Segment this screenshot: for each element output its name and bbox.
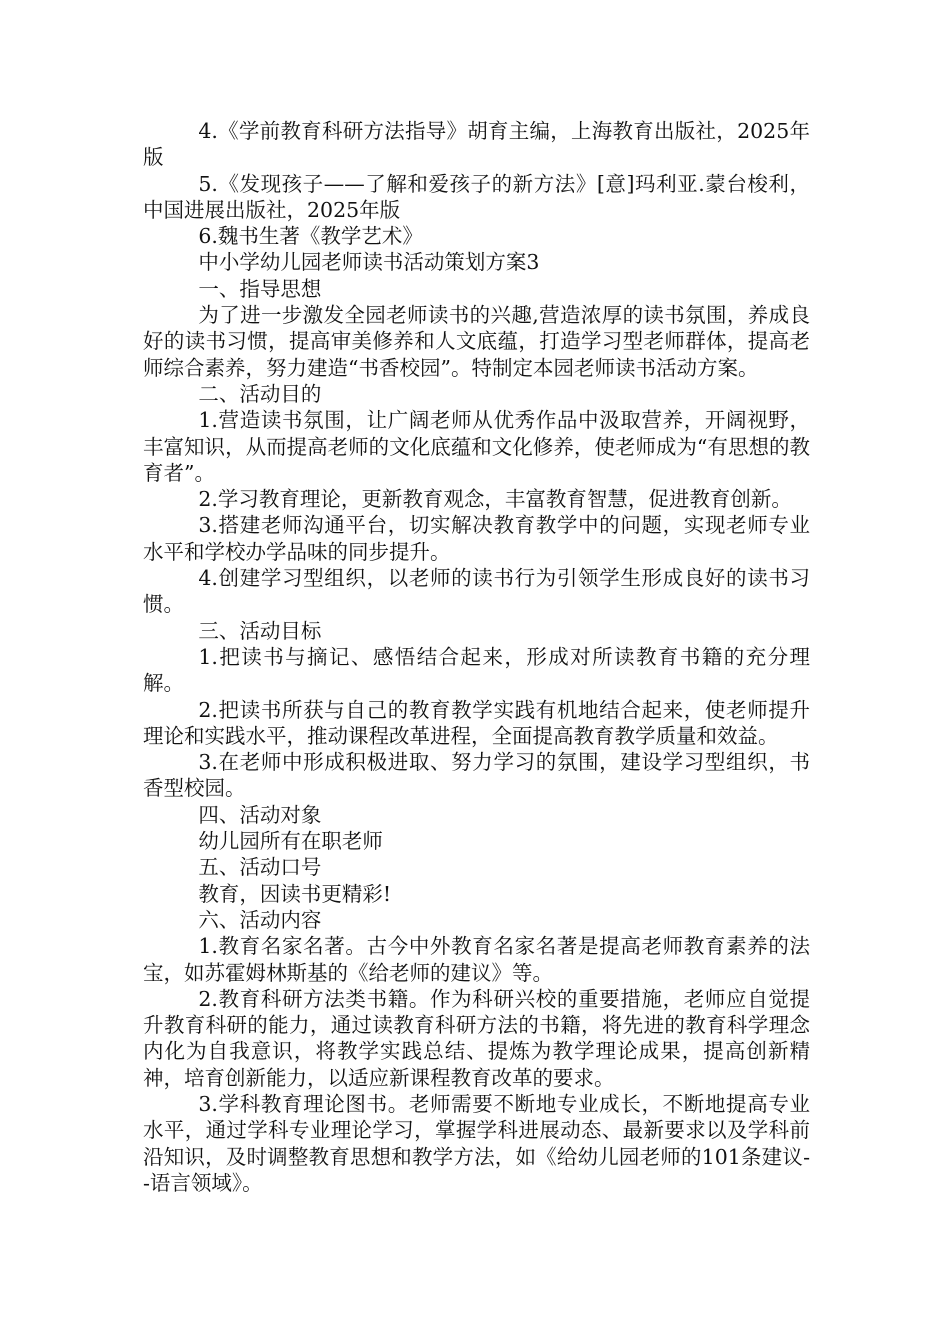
paragraph-purpose-1: 1.营造读书氛围，让广阔老师从优秀作品中汲取营养，开阔视野，丰富知识，从而提高老师的文化底蕴和文化修养，使老师成为“有思想的教育者”。 [143,408,810,485]
paragraph-goal-2: 2.把读书所获与自己的教育教学实践有机地结合起来，使老师提升理论和实践水平，推动课程改革进程，全面提高教育教学质量和效益。 [143,697,810,748]
paragraph-reference-4: 4.《学前教育科研方法指导》胡育主编，上海教育出版社，2025年版 [143,119,810,170]
paragraph-content-2: 2.教育科研方法类书籍。作为科研兴校的重要措施，老师应自觉提升教育科研的能力，通过读教育科研方法的书籍，将先进的教育科学理念内化为自我意识，将教学实践总结、提炼为教学理论成果，提高创新精神，培育创新能力，以适应新课程教育改革的要求。 [143,986,810,1090]
heading-activity-goals: 三、活动目标 [198,618,322,643]
paragraph-goal-3: 3.在老师中形成积极进取、努力学习的氛围，建设学习型组织，书香型校园。 [143,750,810,801]
paragraph-target: 幼儿园所有在职老师 [198,829,383,854]
paragraph-purpose-4: 4.创建学习型组织，以老师的读书行为引领学生形成良好的读书习惯。 [143,566,810,617]
paragraph-purpose-2: 2.学习教育理论，更新教育观念，丰富教育智慧，促进教育创新。 [198,487,792,512]
paragraph-guiding-thought: 为了进一步激发全园老师读书的兴趣,营造浓厚的读书氛围，养成良好的读书习惯，提高审美修养和人文底蕴，打造学习型老师群体，提高老师综合素养，努力建造“书香校园”。特制定本园老师读书活动方案。 [143,303,810,380]
paragraph-reference-5: 5.《发现孩子——了解和爱孩子的新方法》[意]玛利亚.蒙台梭利，中国进展出版社，2025年版 [143,171,810,222]
heading-activity-slogan: 五、活动口号 [198,855,322,880]
paragraph-reference-6: 6.魏书生著《教学艺术》 [198,224,423,249]
paragraph-content-1: 1.教育名家名著。古今中外教育名家名著是提高老师教育素养的法宝，如苏霍姆林斯基的《给老师的建议》等。 [143,934,810,985]
heading-activity-purpose: 二、活动目的 [198,381,322,406]
section-title: 中小学幼儿园老师读书活动策划方案3 [198,250,540,275]
paragraph-slogan: 教育，因读书更精彩! [198,881,392,906]
document-body [143,118,810,1196]
paragraph-goal-1: 1.把读书与摘记、感悟结合起来，形成对所读教育书籍的充分理解。 [143,644,810,696]
paragraph-purpose-3: 3.搭建老师沟通平台，切实解决教育教学中的问题，实现老师专业水平和学校办学品味的同步提升。 [143,513,810,564]
paragraph-content-3: 3.学科教育理论图书。老师需要不断地专业成长，不断地提高专业水平，通过学科专业理论学习，掌握学科进展动态、最新要求以及学科前沿知识，及时调整教育思想和教学方法，如《给幼儿园老师的101条建议--语言领域》。 [143,1091,810,1195]
heading-activity-content: 六、活动内容 [198,907,322,932]
heading-activity-target: 四、活动对象 [198,802,322,827]
heading-guiding-thought: 一、指导思想 [198,276,322,301]
